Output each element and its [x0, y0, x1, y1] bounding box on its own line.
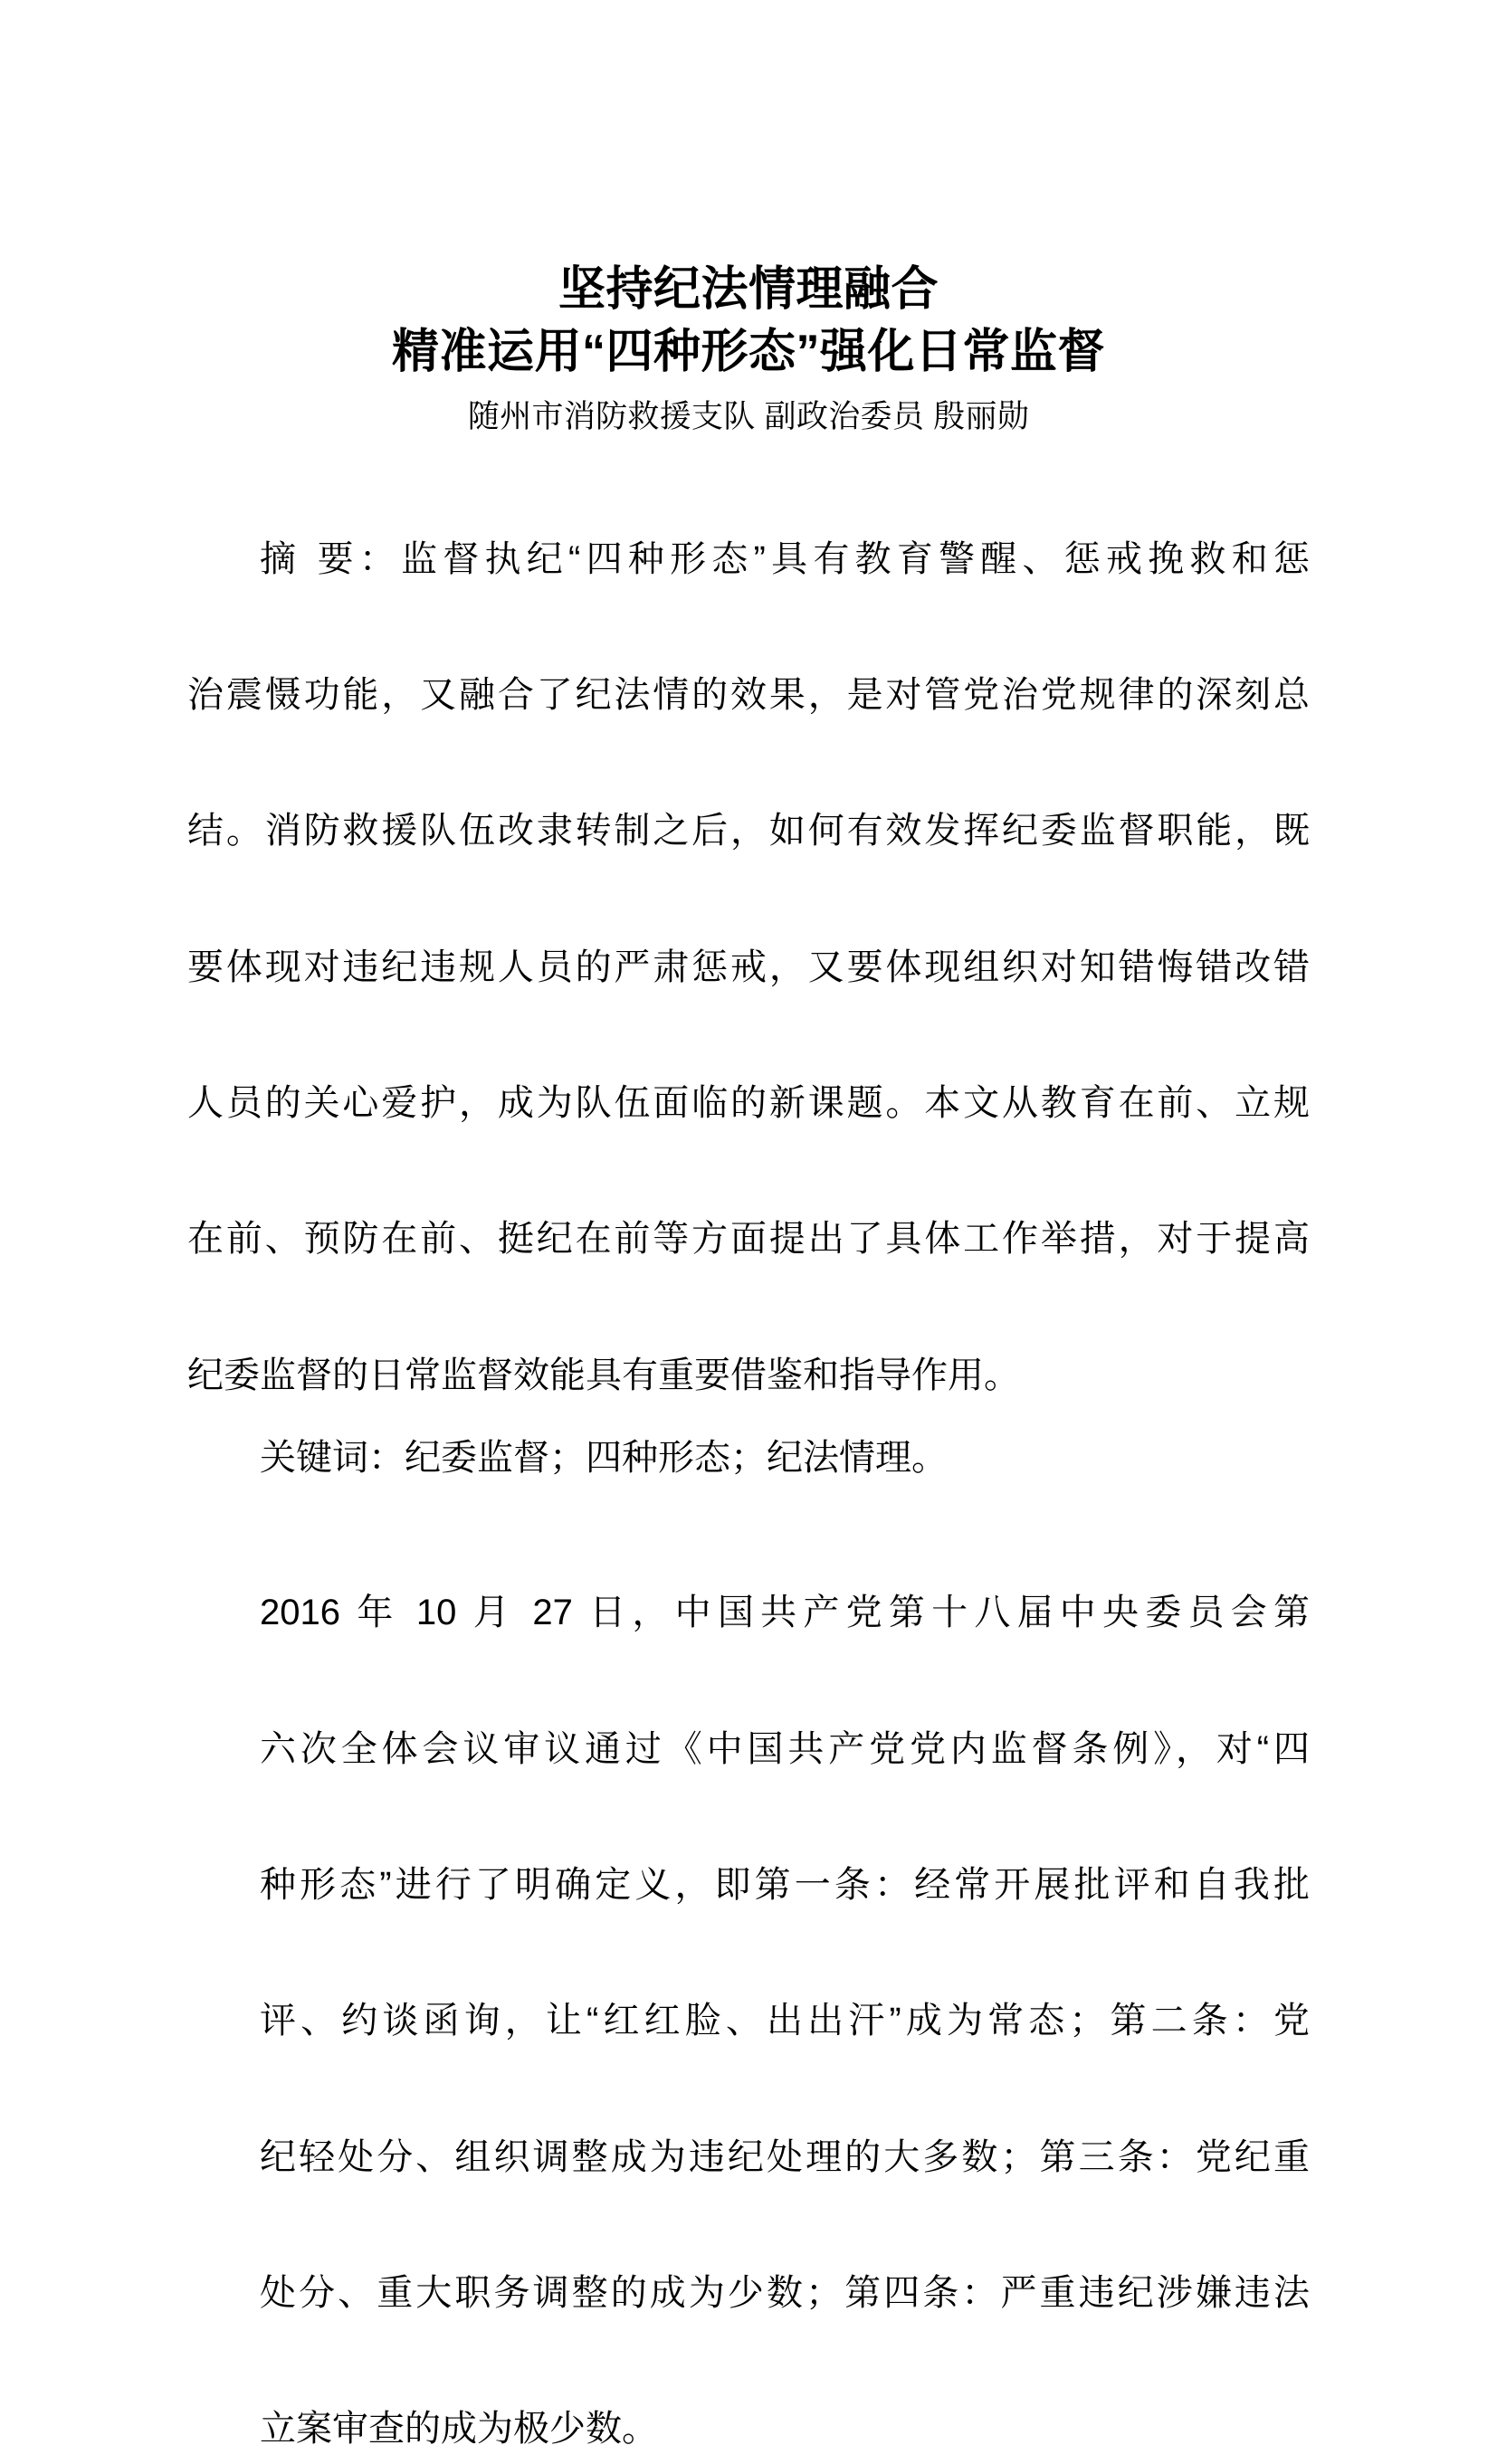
abstract-line: 人员的关心爱护，成为队伍面临的新课题。本文从教育在前、立规 [187, 1083, 1310, 1123]
body-line: 纪轻处分、组织调整成为违纪处理的大多数；第三条：党纪重 [260, 2136, 1310, 2177]
keywords-line: 关键词：纪委监督；四种形态；纪法情理。 [260, 1437, 948, 1478]
title-line-1: 坚持纪法情理融合 [558, 263, 939, 316]
title-line-2: 精准运用“四种形态”强化日常监督 [391, 325, 1105, 378]
body-line: 六次全体会议审议通过《中国共产党党内监督条例》，对“四 [260, 1728, 1310, 1769]
abstract-line: 纪委监督的日常监督效能具有重要借鉴和指导作用。 [187, 1355, 1020, 1395]
body-line: 处分、重大职务调整的成为少数；第四条：严重违纪涉嫌违法 [260, 2273, 1310, 2313]
abstract-line: 在前、预防在前、挺纪在前等方面提出了具体工作举措，对于提高 [187, 1219, 1310, 1260]
body-line: 评、约谈函询，让“红红脸、出出汗”成为常态；第二条：党 [260, 2001, 1310, 2041]
abstract-line: 结。消防救援队伍改隶转制之后，如何有效发挥纪委监督职能，既 [187, 811, 1310, 851]
abstract-line: 治震慑功能，又融合了纪法情的效果，是对管党治党规律的深刻总 [187, 674, 1310, 715]
body-line: 2016 年 10 月 27 日，中国共产党第十八届中央委员会第 [260, 1593, 1310, 1633]
page-content-column [187, 0, 1310, 2450]
body-line: 种形态”进行了明确定义，即第一条：经常开展批评和自我批 [260, 1864, 1310, 1905]
body-line: 立案审查的成为极少数。 [260, 2409, 658, 2450]
abstract-line: 摘 要：监督执纪“四种形态”具有教育警醒、惩戒挽救和惩 [260, 538, 1310, 579]
body-paragraph-1 [187, 1579, 1310, 2463]
abstract-block [187, 526, 1310, 1410]
abstract-paragraph [187, 526, 1310, 1410]
keywords-block [187, 1424, 1310, 1492]
title-block [187, 259, 1310, 439]
abstract-line: 要体现对违纪违规人员的严肃惩戒，又要体现组织对知错悔错改错 [187, 947, 1310, 987]
body-block [187, 1579, 1310, 2463]
author-affiliation-line: 随州市消防救援支队 副政治委员 殷丽勋 [467, 399, 1030, 435]
